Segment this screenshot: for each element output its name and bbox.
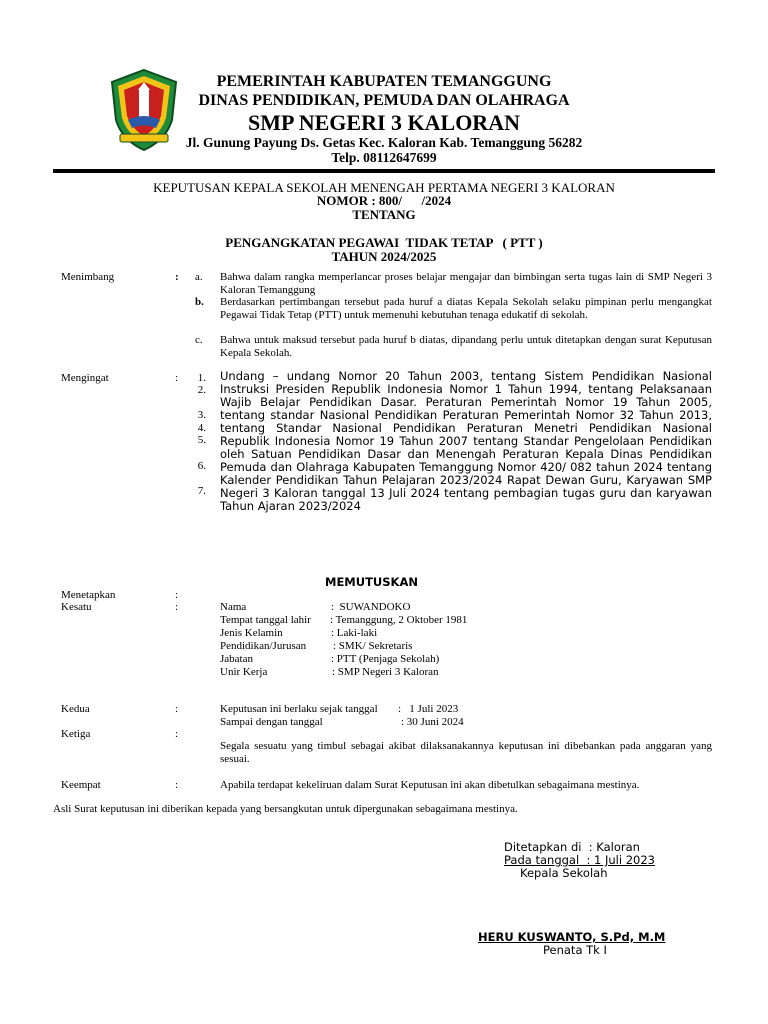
kesatu-colon: :	[175, 601, 179, 613]
valid-from-value: : 1 Juli 2023	[398, 703, 459, 715]
signature-place: Ditetapkan di : Kaloran	[504, 840, 640, 854]
decree-title: KEPUTUSAN KEPALA SEKOLAH MENENGAH PERTAMA NEGERI 3 KALORAN	[153, 180, 615, 195]
letterhead-phone: Telp. 08112647699	[331, 150, 437, 165]
employee-details	[0, 601, 768, 681]
mengingat-colon: :	[175, 372, 179, 384]
detail-position-value: : PTT (Penjaga Sekolah)	[331, 653, 440, 665]
detail-name-label: Nama	[220, 601, 247, 613]
mengingat-num-4: 4.	[197, 422, 206, 434]
keempat-label: Keempat	[61, 779, 101, 791]
detail-birth-value: : Temanggung, 2 Oktober 1981	[330, 614, 468, 626]
kedua-label: Kedua	[61, 703, 90, 715]
letterhead-rule	[53, 169, 715, 173]
ketiga-text: Segala sesuatu yang timbul sebagai akibat dilaksanakannya keputusan ini dibebankan pada anggaran yang sesuai.	[220, 740, 712, 765]
keempat-text: Apabila terdapat kekeliruan dalam Surat Keputusan ini akan dibetulkan sebagaimana mestinya.	[220, 779, 640, 791]
mengingat-num-2: 2.	[197, 384, 206, 396]
mengingat-num-3: 3.	[197, 409, 206, 421]
menetapkan-colon: :	[175, 589, 179, 601]
mengingat-num-7: 7.	[197, 485, 206, 497]
menimbang-item-c: Bahwa untuk maksud tersebut pada huruf b diatas, dipandang perlu untuk ditetapkan dengan surat Keputusan Kepala Sekolah.	[220, 334, 712, 359]
menimbang-mark-c: c.	[195, 334, 203, 346]
signatory-rank: Penata Tk I	[543, 943, 607, 957]
letterhead-department: DINAS PENDIDIKAN, PEMUDA DAN OLAHRAGA	[198, 92, 570, 109]
mengingat-num-1: 1.	[197, 372, 206, 384]
decree-number: NOMOR : 800/ /2024	[316, 193, 452, 208]
mengingat-text: Undang – undang Nomor 20 Tahun 2003, tentang Sistem Pendidikan Nasional Instruksi Presiden Republik Indonesia Nomor 1 Tahun 1994, tentang Pelaksanaan Wajib Belajar Pendidikan Dasar. Peraturan Pemerintah Nomor 19 Tahun 2005, tentang standar Nasional Pendidikan Peraturan Pemerintah Nomor 32 Tahun 2013, tentang Standar Nasional Pendidikan Peraturan Menetri Pendidikan Nasional Republik Indonesia Nomor 19 Tahun 2007 tentang Standar Pengelolaan Pendidikan oleh Satuan Pendidikan Dasar dan Menengah Peraturan Kepala Dinas Pendidikan Pemuda dan Olahraga Kabupaten Temanggung Nomor 420/ 082 tahun 2024 tentang Kalender Pendidikan Tahun Pelajaran 2023/2024 Rapat Dewan Guru, Karyawan SMP Negeri 3 Kaloran tanggal 13 Juli 2024 tentang pembagian tugas guru dan karyawan Tahun Ajaran 2023/2024	[220, 369, 712, 513]
kesatu-label: Kesatu	[61, 601, 92, 613]
detail-gender-value: : Laki-laki	[331, 627, 378, 639]
mengingat-num-6: 6.	[197, 460, 206, 472]
validity-period	[0, 703, 768, 731]
signature-date: Pada tanggal : 1 Juli 2023	[504, 853, 655, 867]
letterhead-address: Jl. Gunung Payung Ds. Getas Kec. Kaloran Kab. Temanggung 56282	[185, 135, 583, 150]
closing-statement: Asli Surat keputusan ini diberikan kepada yang bersangkutan untuk dipergunakan sebagaimana mestinya.	[53, 803, 518, 815]
menetapkan-label: Menetapkan	[61, 589, 116, 601]
decree-about: TENTANG	[352, 207, 416, 222]
menimbang-item-b: Berdasarkan pertimbangan tersebut pada huruf a diatas Kepala Sekolah selaku pimpinan perlu mengangkat Pegawai Tidak Tetap (PTT) untuk memenuhi kebutuhan tenaga edukatif di sekolah.	[220, 296, 712, 321]
decree-year: TAHUN 2024/2025	[331, 249, 437, 264]
decree-subject: PENGANGKATAN PEGAWAI TIDAK TETAP ( PTT )	[225, 235, 543, 250]
ketiga-label: Ketiga	[61, 728, 91, 740]
mengingat-label: Mengingat	[61, 372, 109, 384]
detail-unit-label: Unir Kerja	[220, 666, 268, 678]
signature-role: Kepala Sekolah	[520, 866, 608, 880]
signatory-name: HERU KUSWANTO, S.Pd, M.M	[478, 930, 666, 944]
ketiga-colon: :	[175, 728, 179, 740]
menimbang-item-a: Bahwa dalam rangka memperlancar proses belajar mengajar dan bimbingan serta tugas lain di SMP Negeri 3 Kaloran Temanggung	[220, 271, 712, 296]
detail-position-label: Jabatan	[220, 653, 253, 665]
valid-from-label: Keputusan ini berlaku sejak tanggal	[220, 703, 378, 715]
detail-name-value: : SUWANDOKO	[331, 601, 411, 613]
detail-gender-label: Jenis Kelamin	[220, 627, 283, 639]
detail-education-value: : SMK/ Sekretaris	[333, 640, 413, 652]
menimbang-mark-a: a.	[195, 271, 203, 283]
letterhead-school: SMP NEGERI 3 KALORAN	[248, 110, 520, 135]
valid-until-value: : 30 Juni 2024	[401, 716, 464, 728]
menimbang-colon: :	[175, 271, 179, 283]
letterhead-government: PEMERINTAH KABUPATEN TEMANGGUNG	[216, 73, 552, 90]
keempat-colon: :	[175, 779, 179, 791]
menimbang-label: Menimbang	[61, 271, 115, 283]
menimbang-mark-b: b.	[195, 296, 204, 308]
mengingat-num-5: 5.	[197, 434, 206, 446]
detail-education-label: Pendidikan/Jurusan	[220, 640, 307, 652]
memutuskan-heading: MEMUTUSKAN	[325, 575, 418, 589]
detail-birth-label: Tempat tanggal lahir	[220, 614, 311, 626]
valid-until-label: Sampai dengan tanggal	[220, 716, 323, 728]
detail-unit-value: : SMP Negeri 3 Kaloran	[332, 666, 439, 678]
kedua-colon: :	[175, 703, 179, 715]
